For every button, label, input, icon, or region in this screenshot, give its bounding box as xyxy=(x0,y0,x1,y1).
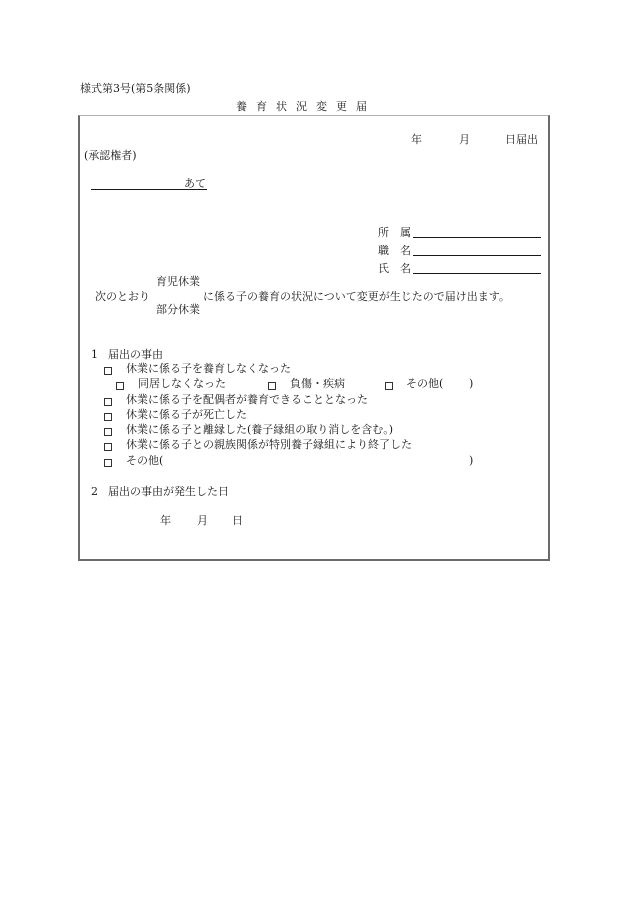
reason-checkbox-2[interactable] xyxy=(104,398,112,406)
reason-checkbox-4[interactable] xyxy=(104,428,112,436)
reason-checkbox-1[interactable] xyxy=(104,367,112,375)
affiliation-label: 所 属 xyxy=(378,226,411,239)
reason-checkbox-3[interactable] xyxy=(104,413,112,421)
intro-suffix: に係る子の養育の状況について変更が生じたので届け出ます。 xyxy=(203,290,510,303)
reason-label-4: 休業に係る子と離縁した(養子縁組の取り消しを含む。) xyxy=(126,423,394,436)
form-number-label: 様式第3号(第5条関係) xyxy=(80,82,191,95)
reason-label-6: その他( xyxy=(126,454,164,467)
document-title: 養育状況変更届 xyxy=(236,100,376,113)
submit-day-label: 日届出 xyxy=(505,133,538,146)
reason-label-1: 休業に係る子を養育しなくなった xyxy=(126,362,291,375)
job-title-input-line[interactable] xyxy=(413,255,541,256)
sub-reason-label-1: 同居しなくなった xyxy=(138,377,226,390)
occurrence-day-label: 日 xyxy=(232,514,243,527)
name-input-line[interactable] xyxy=(413,273,541,274)
sub-reason-label-3: その他( xyxy=(406,377,444,390)
sub-reason-checkbox-1[interactable] xyxy=(116,382,124,390)
reason-label-5: 休業に係る子との親族関係が特別養子縁組により終了した xyxy=(126,438,412,451)
job-title-label: 職 名 xyxy=(378,244,411,257)
reason-checkbox-5[interactable] xyxy=(104,443,112,451)
option-partial-leave: 部分休業 xyxy=(156,303,200,316)
occurrence-month-label: 月 xyxy=(197,514,208,527)
intro-prefix: 次のとおり xyxy=(95,290,150,303)
sub-reason-3-close-paren: ) xyxy=(469,377,474,390)
occurrence-year-label: 年 xyxy=(160,514,171,527)
section2-heading: 届出の事由が発生した日 xyxy=(108,485,229,498)
submit-year-label: 年 xyxy=(411,133,422,146)
affiliation-input-line[interactable] xyxy=(413,237,541,238)
section1-heading: 届出の事由 xyxy=(108,348,163,361)
reason-6-close-paren: ) xyxy=(469,454,474,467)
section1-number: 1 xyxy=(91,348,98,361)
approver-label: (承認権者) xyxy=(84,149,137,162)
reason-label-3: 休業に係る子が死亡した xyxy=(126,408,247,421)
option-childcare-leave: 育児休業 xyxy=(156,275,200,288)
addressee-suffix: あて xyxy=(184,177,206,190)
sub-reason-checkbox-2[interactable] xyxy=(268,382,276,390)
name-label: 氏 名 xyxy=(378,262,411,275)
submit-month-label: 月 xyxy=(459,133,470,146)
reason-checkbox-6[interactable] xyxy=(104,459,112,467)
sub-reason-label-2: 負傷・疾病 xyxy=(290,377,345,390)
reason-label-2: 休業に係る子を配偶者が養育できることとなった xyxy=(126,393,368,406)
section2-number: 2 xyxy=(91,485,98,498)
sub-reason-checkbox-3[interactable] xyxy=(385,382,393,390)
